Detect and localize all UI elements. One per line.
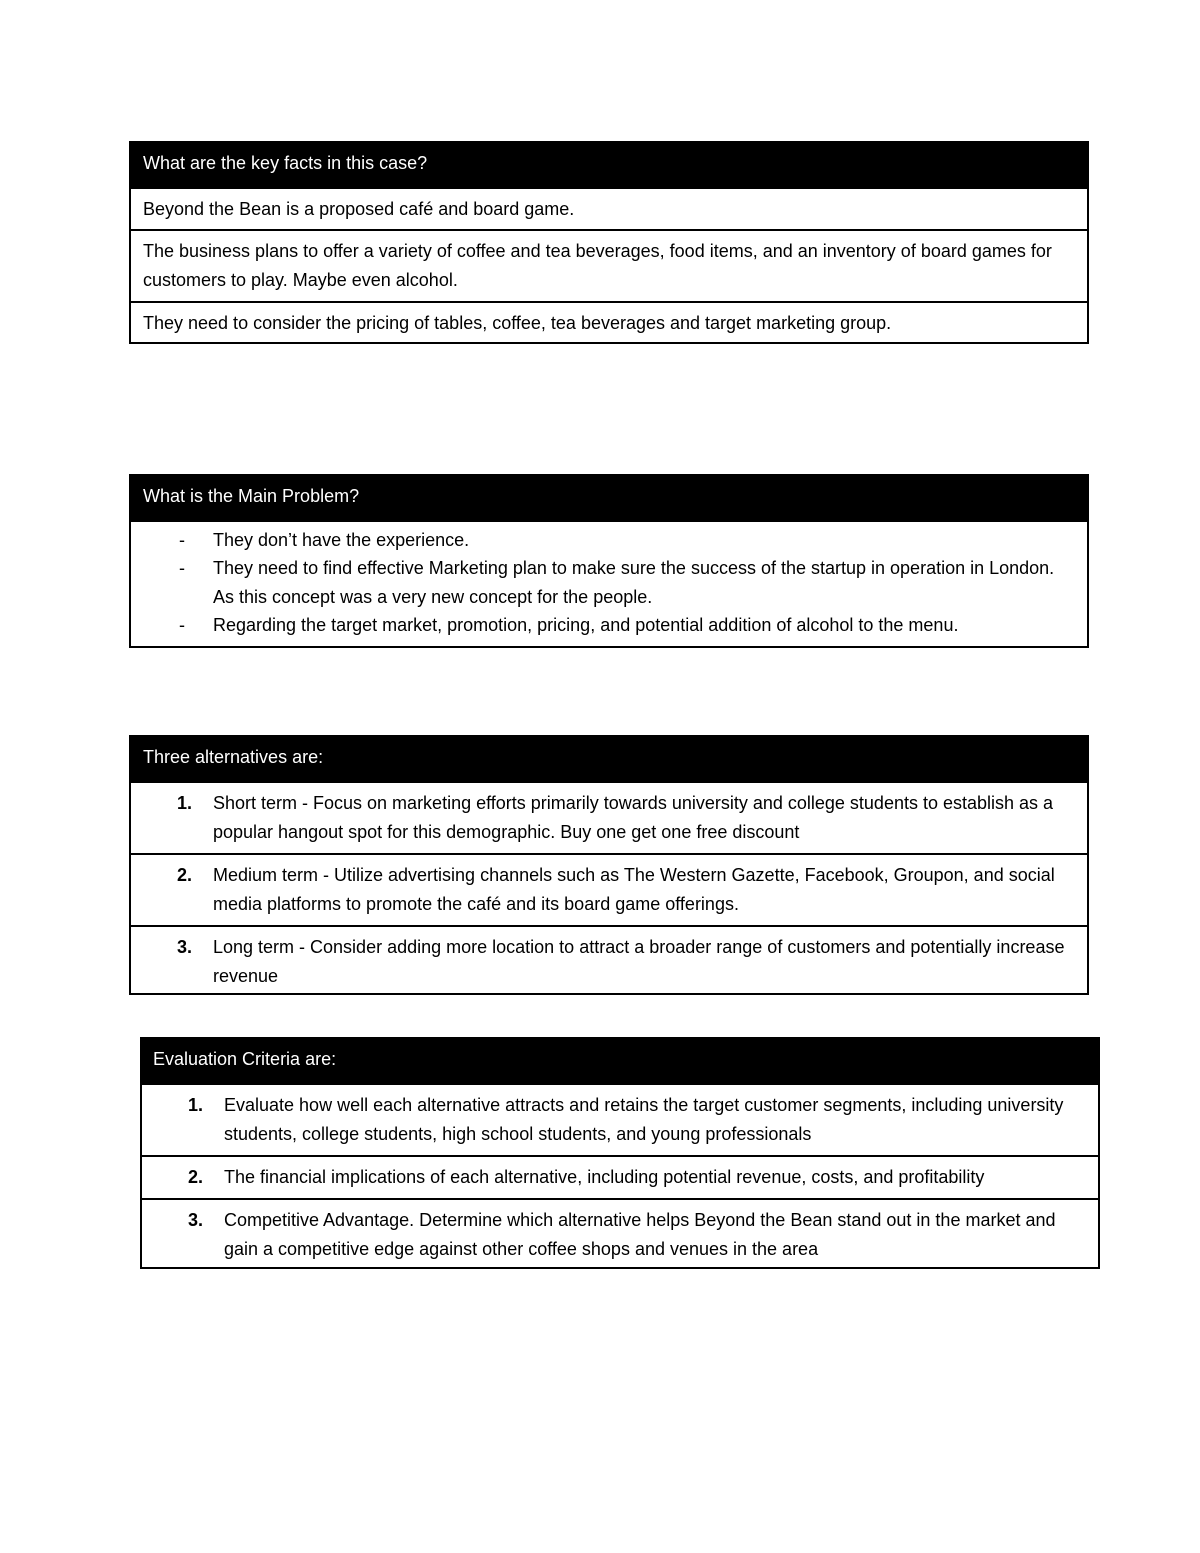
key-facts-table [129, 141, 1089, 344]
dash-bullet: - [179, 530, 185, 550]
alternative-row [131, 781, 1087, 853]
alternative-text: Long term - Consider adding more location to attract a broader range of customers and potentially increase revenue [213, 937, 1065, 986]
main-problem-table [129, 474, 1089, 648]
list-number: 1. [177, 793, 193, 813]
problem-item [143, 611, 1075, 639]
criteria-row [142, 1155, 1098, 1198]
key-facts-heading: What are the key facts in this case? [131, 143, 1087, 187]
criteria-text: Evaluate how well each alternative attracts and retains the target customer segments, including university students, college students, high school students, and young professionals [224, 1095, 1064, 1144]
alternative-row [131, 853, 1087, 925]
key-fact-row: They need to consider the pricing of tables, coffee, tea beverages and target marketing group. [131, 301, 1087, 343]
main-problem-body [131, 520, 1087, 647]
dash-bullet: - [179, 558, 185, 579]
problem-item-text: Regarding the target market, promotion, pricing, and potential addition of alcohol to the menu. [213, 614, 959, 635]
criteria-row [142, 1083, 1098, 1155]
criteria-text: Competitive Advantage. Determine which alternative helps Beyond the Bean stand out in the market and gain a competitive edge against other coffee shops and venues in the area [224, 1210, 1056, 1259]
problem-item [143, 554, 1075, 611]
list-number: 3. [177, 937, 193, 957]
alternatives-heading: Three alternatives are: [131, 737, 1087, 781]
list-number: 2. [188, 1167, 204, 1187]
key-fact-row: The business plans to offer a variety of coffee and tea beverages, food items, and an inventory of board games for customers to play. Maybe even alcohol. [131, 229, 1087, 301]
alternative-text: Medium term - Utilize advertising channels such as The Western Gazette, Facebook, Groupon, and social media platforms to promote the café and its board game offerings. [213, 865, 1055, 914]
evaluation-criteria-heading: Evaluation Criteria are: [142, 1039, 1098, 1083]
list-number: 2. [177, 865, 193, 885]
main-problem-heading: What is the Main Problem? [131, 476, 1087, 520]
dash-bullet: - [179, 614, 185, 635]
criteria-row [142, 1198, 1098, 1270]
problem-item [143, 526, 1075, 554]
alternative-row [131, 925, 1087, 997]
problem-item-text: They don’t have the experience. [213, 530, 470, 550]
list-number: 1. [188, 1095, 204, 1115]
evaluation-criteria-table [140, 1037, 1100, 1269]
problem-item-text: They need to find effective Marketing plan to make sure the success of the startup in operation in London. As this concept was a very new concept for the people. [213, 558, 1055, 607]
alternatives-table [129, 735, 1089, 995]
list-number: 3. [188, 1210, 204, 1230]
key-fact-row: Beyond the Bean is a proposed café and board game. [131, 187, 1087, 229]
criteria-text: The financial implications of each alternative, including potential revenue, costs, and profitability [224, 1167, 985, 1187]
problem-list [143, 526, 1075, 639]
alternative-text: Short term - Focus on marketing efforts primarily towards university and college students to establish as a popular hangout spot for this demographic. Buy one get one free discount [213, 793, 1054, 842]
